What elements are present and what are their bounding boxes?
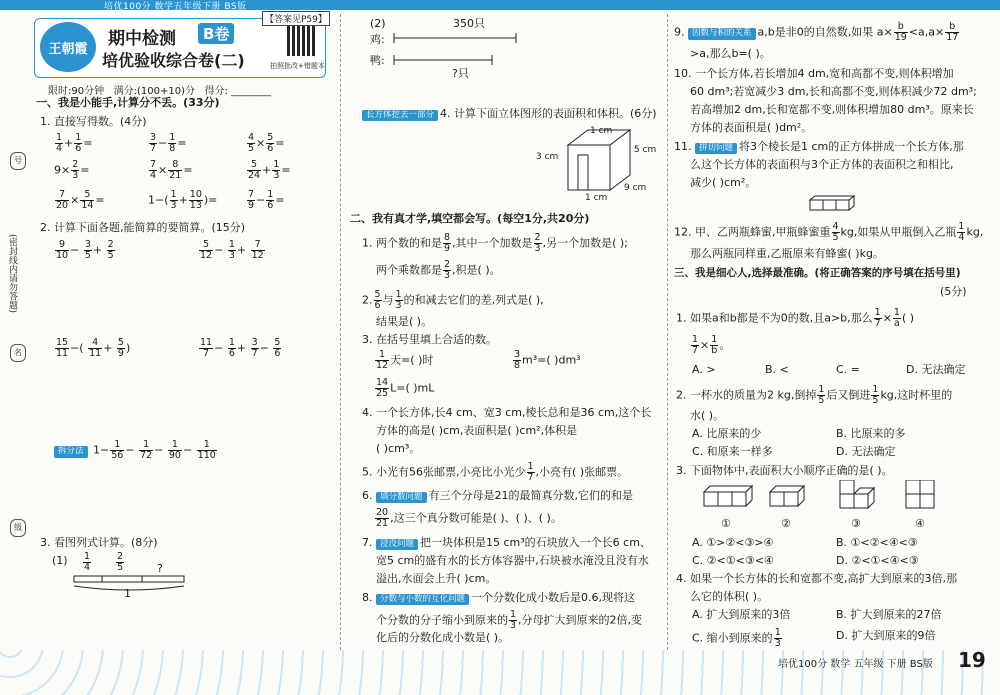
segment-label: $\frac{1}{4}$ <box>84 551 91 573</box>
class-pill: 级 <box>10 519 26 537</box>
series-bar <box>0 0 1000 10</box>
split-method-tag: 拆分法 <box>54 446 88 457</box>
fill-question: 10. 一个长方体,若长增加4 dm,宽和高都不变,则体积增加 <box>674 67 954 80</box>
dimension-label: 9 cm <box>624 183 647 193</box>
question-line: 长方体挖去一部分 4. 计算下面立体图形的表面积和体积。(6分) <box>362 108 657 121</box>
calc-expression: $\frac{9}{10}$ − $\frac{3}{5}$ + $\frac{2}{5}$ <box>56 239 114 261</box>
score-label: 得分: <box>204 86 228 97</box>
choice-option[interactable]: D. 扩大到原来的9倍 <box>836 629 936 642</box>
mental-math-item: $\frac{3}{7}$ − $\frac{1}{8}$ = <box>150 132 187 154</box>
fill-question: 化后的分数化成小数是( )。 <box>376 631 510 644</box>
section-score: (5分) <box>940 285 967 298</box>
fill-question: 2. $\frac{5}{6}$ 与 $\frac{1}{3}$ 的和减去它们的差,列式是( ), <box>362 289 544 311</box>
choice-option[interactable]: D. 无法确定 <box>906 363 966 376</box>
choice-option[interactable]: B. 扩大到原来的27倍 <box>836 608 942 621</box>
fill-question: 若高增加2 dm,长和宽都不变,则体积增加80 dm³。原来长 <box>690 103 974 116</box>
choice-option[interactable]: A. 比原来的少 <box>692 427 762 440</box>
score-blank[interactable]: ________ <box>231 86 272 97</box>
choice-question: 1. 如果a和b都是不为0的数,且a>b,那么 $\frac{1}{7}$ × $\frac{1}{a}$ ( ) <box>676 307 915 329</box>
mental-math-item: $\frac{4}{5}$ × $\frac{5}{6}$ = <box>248 132 285 154</box>
choice-question: 水( )。 <box>690 409 725 422</box>
choice-question: 3. 下面物体中,表面积大小顺序正确的是( )。 <box>676 464 893 477</box>
bar-outline <box>74 576 184 582</box>
unit-conversion: $\frac{3}{8}$ m³=( )dm³ <box>514 349 581 371</box>
fill-question: 结果是( )。 <box>376 315 433 328</box>
fill-question: 3. 在括号里填上合适的数。 <box>362 333 497 346</box>
fill-question: 12. 甲、乙两瓶蜂蜜,甲瓶蜂蜜重 $\frac{4}{5}$ kg,如果从甲瓶倒入乙瓶 $\frac{1}{4}$ kg, <box>674 221 984 243</box>
total-label: 1 <box>124 587 131 600</box>
seal-notice: (密封线内请勿答题) <box>7 234 17 314</box>
time-limit: 限时:90分钟 <box>48 86 105 97</box>
fill-question: 两个乘数都是 $\frac{2}{3}$ ,积是( )。 <box>376 259 501 281</box>
fill-question: 8. 分数与小数的互化问题 一个分数化成小数后是0.6,现将这 <box>362 591 636 604</box>
choice-option[interactable]: A. 扩大到原来的3倍 <box>692 608 791 621</box>
calc-expression: $\frac{15}{11}$ −( $\frac{4}{11}$ + $\frac{5}{9}$ ) <box>56 337 131 359</box>
segment-label: $\frac{2}{5}$ <box>117 551 124 573</box>
solid-4 <box>906 480 934 508</box>
footer-text: 培优100分 数学 五年级 下册 BS版 <box>778 659 933 670</box>
mental-math-item: $\frac{7}{9}$ − $\frac{1}{6}$ = <box>248 189 285 211</box>
solid-1 <box>704 486 752 506</box>
section-heading: 一、我是小能手,计算分不丢。(33分) <box>36 96 220 109</box>
sub-question-label: (2) <box>370 17 386 30</box>
fill-question: $\frac{20}{21}$ ,这三个真分数可能是( )、( )、( )。 <box>376 507 562 529</box>
fill-question: 个分数的分子缩小到原来的 $\frac{1}{3}$ ,分母扩大到原来的2倍,变 <box>376 609 643 631</box>
fill-question: 减少( )cm²。 <box>690 176 757 189</box>
choice-option[interactable]: C. 缩小到原来的 $\frac{1}{3}$ <box>692 627 781 649</box>
fill-question: 溢出,水面会上升( )cm。 <box>376 572 497 585</box>
segment-label: ? <box>157 562 163 575</box>
question-title: 1. 直接写得数。(4分) <box>40 115 147 128</box>
paper-badge: B卷 <box>198 23 234 44</box>
name-pill: 名 <box>10 344 26 362</box>
unit-conversion: $\frac{14}{25}$ L=( )mL <box>376 377 435 399</box>
figure-label: ④ <box>915 517 925 530</box>
solids-figure <box>700 480 950 518</box>
sub-question-label: (1) <box>52 554 68 567</box>
comparison-diagram <box>392 28 522 68</box>
fill-question: 4. 一个长方体,长4 cm、宽3 cm,棱长总和是36 cm,这个长 <box>362 406 652 419</box>
column-divider <box>667 14 668 650</box>
question-title: 2. 计算下面各题,能简算的要简算。(15分) <box>40 221 246 234</box>
choice-option[interactable]: A. ①>②<③>④ <box>692 536 774 549</box>
fill-question: 宽5 cm的盛有水的长方体容器中,石块被水淹没且没有水 <box>376 554 649 567</box>
calc-expression: 拆分法 1− $\frac{1}{56}$ − $\frac{1}{72}$ − $\frac{1}{90}$ − $\frac{1}{110}$ <box>54 440 218 461</box>
exam-info <box>48 82 271 97</box>
answer-reference: 【答案见P59】 <box>262 11 330 26</box>
fill-question: 7. 浸没问题 把一块体积是15 cm³的石块放入一个长6 cm、 <box>362 536 651 549</box>
mental-math-item: $\frac{7}{4}$ × $\frac{8}{21}$ = <box>150 159 193 181</box>
exam-title: 期中检测 <box>108 29 176 49</box>
full-score: 满分:(100+10)分 <box>113 86 196 97</box>
calc-expression: $\frac{5}{12}$ − $\frac{1}{3}$ + $\frac{7}{12}$ <box>200 239 264 261</box>
section-heading: 三、我是细心人,选择最准确。(将正确答案的序号填在括号里) <box>674 267 961 279</box>
choice-option[interactable]: C. ②<①<③<④ <box>692 554 774 567</box>
series-label: 培优100分 数学五年级下册 BS版 <box>104 2 247 12</box>
binding-strip <box>0 14 30 694</box>
three-cubes-figure <box>808 194 856 212</box>
fill-question: >a,那么b=( )。 <box>690 47 771 60</box>
figure-label: ① <box>721 517 731 530</box>
page-number: 19 <box>958 648 986 672</box>
choice-option[interactable]: D. 无法确定 <box>836 445 896 458</box>
fill-question: 方体的高是( )cm,表面积是( )cm²,体积是 <box>376 424 578 437</box>
mental-math-item: $\frac{5}{24}$ + $\frac{1}{3}$ = <box>248 159 291 181</box>
fill-question: 1. 两个数的和是 $\frac{8}{9}$ ,其中一个加数是 $\frac{2}{3}$ ,另一个加数是( ); <box>362 232 628 254</box>
choice-option[interactable]: C. 和原来一样多 <box>692 445 773 458</box>
segment-label: 350只 <box>453 17 485 30</box>
choice-option[interactable]: B. < <box>765 363 789 376</box>
choice-question: 4. 如果一个长方体的长和宽都不变,高扩大到原来的3倍,那 <box>676 572 957 585</box>
dimension-label: 1 cm <box>585 193 608 203</box>
fill-question: 60 dm³;若宽减少3 dm,长和高都不变,则体积减少72 dm³; <box>690 85 977 98</box>
choice-question: $\frac{1}{7}$ × $\frac{1}{b}$ 。 <box>692 334 731 356</box>
choice-option[interactable]: A. > <box>692 363 716 376</box>
mental-math-item: $\frac{7}{20}$ × $\frac{5}{14}$ = <box>56 189 105 211</box>
column-divider <box>340 14 341 650</box>
brand-logo: 王朝霞 <box>40 22 96 72</box>
chicken-label: 鸡: <box>370 33 385 46</box>
calc-expression: $\frac{11}{7}$ − $\frac{1}{6}$ + $\frac{3}{7}$ − $\frac{5}{6}$ <box>200 337 281 359</box>
fill-question: 那么两瓶同样重,乙瓶原来有蜂蜜( )kg。 <box>690 247 884 260</box>
choice-option[interactable]: D. ②<①<④<③ <box>836 554 919 567</box>
duck-label: 鸭: <box>370 54 385 67</box>
qr-caption: 拍照批改+错题本 <box>270 62 325 70</box>
fill-question: 方体的表面积是( )dm²。 <box>690 121 813 134</box>
mental-math-item: 1−( $\frac{1}{3}$ + $\frac{10}{13}$ )= <box>148 189 218 211</box>
choice-option[interactable]: B. ①<②<④<③ <box>836 536 918 549</box>
fill-question: ( )cm³。 <box>376 442 421 455</box>
solid-2 <box>770 486 804 506</box>
section-heading: 二、我有真才学,填空都会写。(每空1分,共20分) <box>350 212 590 225</box>
fill-question: 么这个长方体的表面积与3个正方体的表面积之和相比, <box>690 158 954 171</box>
fill-question: 6. 填分数问题 有三个分母是21的最简真分数,它们的和是 <box>362 489 634 502</box>
fill-question: 5. 小光有56张邮票,小亮比小光少 $\frac{1}{7}$ ,小亮有( )张邮票。 <box>362 461 629 483</box>
figure-label: ② <box>781 517 791 530</box>
mental-math-item: 9× $\frac{2}{3}$ = <box>54 159 90 181</box>
qr-code-icon[interactable] <box>287 26 317 56</box>
choice-question: 2. 一杯水的质量为2 kg,倒掉 $\frac{1}{5}$ 后又倒进 $\frac{1}{5}$ kg,这时杯里的 <box>676 384 953 406</box>
choice-question: 么它的体积( )。 <box>690 590 769 603</box>
dimension-label: 3 cm <box>536 152 559 162</box>
exam-subtitle: 培优验收综合卷(二) <box>102 51 245 70</box>
choice-option[interactable]: C. = <box>836 363 860 376</box>
dimension-label: 5 cm <box>634 145 657 155</box>
segment-label: ?只 <box>452 67 469 80</box>
dimension-label: 1 cm <box>590 126 613 136</box>
choice-option[interactable]: B. 比原来的多 <box>836 427 906 440</box>
fill-question: 9. 因数与积的关系 a,b是非0的自然数,如果 a× $\frac{b}{19}$ <a,a× $\frac{b}{17}$ <box>674 21 959 43</box>
solid-3 <box>840 480 874 508</box>
figure-label: ③ <box>851 517 861 530</box>
mental-math-item: $\frac{1}{4}$ + $\frac{1}{6}$ = <box>56 132 93 154</box>
question-title: 3. 看图列式计算。(8分) <box>40 536 158 549</box>
id-pill: 号 <box>10 152 26 170</box>
unit-conversion: $\frac{1}{12}$ 天=( )时 <box>376 349 434 371</box>
fill-question: 11. 拼切问题 将3个棱长是1 cm的正方体拼成一个长方体,那 <box>674 140 964 153</box>
